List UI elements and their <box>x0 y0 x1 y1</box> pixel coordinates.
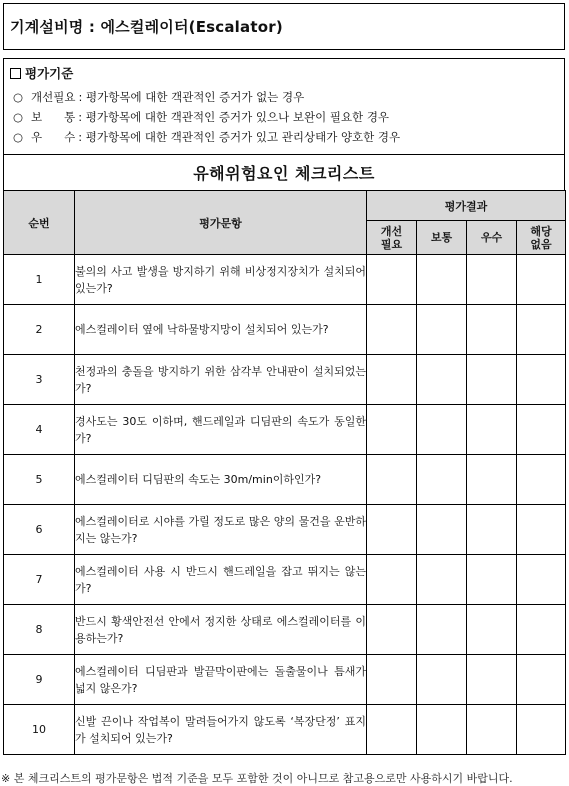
criteria-desc: : 평가항목에 대한 객관적인 증거가 있으나 보완이 필요한 경우 <box>78 110 390 124</box>
checkbox-square-icon <box>10 68 21 79</box>
header-not-applicable: 해당 없음 <box>517 221 566 255</box>
row-question: 천정과의 충돌을 방지하기 위한 삼각부 안내판이 설치되었는가? <box>75 355 367 405</box>
result-cell-needs-improvement[interactable] <box>367 455 417 505</box>
criteria-desc: : 평가항목에 대한 객관적인 증거가 없는 경우 <box>78 90 305 104</box>
result-cell-not-applicable[interactable] <box>517 455 566 505</box>
row-number: 7 <box>4 555 75 605</box>
table-row <box>4 605 566 655</box>
result-cell-needs-improvement[interactable] <box>367 655 417 705</box>
criteria-heading-text: 평가기준 <box>25 66 74 81</box>
result-cell-excellent[interactable] <box>467 655 517 705</box>
result-cell-needs-improvement[interactable] <box>367 705 417 755</box>
circle-bullet-icon: ○ <box>13 90 24 104</box>
checklist-page <box>3 3 565 755</box>
row-number: 9 <box>4 655 75 705</box>
row-number: 5 <box>4 455 75 505</box>
checklist-title: 유해위험요인 체크리스트 <box>3 154 565 190</box>
criteria-label: 보 통 <box>31 110 76 124</box>
result-cell-normal[interactable] <box>417 405 467 455</box>
criteria-item <box>10 107 558 127</box>
criteria-item <box>10 127 558 147</box>
row-question: 에스컬레이터 사용 시 반드시 핸드레일을 잡고 뛰지는 않는가? <box>75 555 367 605</box>
result-cell-normal[interactable] <box>417 555 467 605</box>
circle-bullet-icon: ○ <box>13 130 24 144</box>
result-cell-normal[interactable] <box>417 255 467 305</box>
result-cell-not-applicable[interactable] <box>517 305 566 355</box>
result-cell-not-applicable[interactable] <box>517 255 566 305</box>
result-cell-not-applicable[interactable] <box>517 605 566 655</box>
criteria-label: 개선필요 <box>31 90 76 104</box>
result-cell-needs-improvement[interactable] <box>367 405 417 455</box>
result-cell-excellent[interactable] <box>467 605 517 655</box>
result-cell-needs-improvement[interactable] <box>367 305 417 355</box>
result-cell-excellent[interactable] <box>467 255 517 305</box>
result-cell-not-applicable[interactable] <box>517 405 566 455</box>
criteria-label: 우 수 <box>31 130 76 144</box>
row-number: 8 <box>4 605 75 655</box>
result-cell-excellent[interactable] <box>467 405 517 455</box>
result-cell-excellent[interactable] <box>467 455 517 505</box>
footnote: ※ 본 체크리스트의 평가문항은 법적 기준을 모두 포함한 것이 아니므로 참고용으로만 사용하시기 바랍니다. <box>1 772 513 785</box>
criteria-list <box>10 87 558 147</box>
table-row <box>4 455 566 505</box>
row-question: 신발 끈이나 작업복이 말려들어가지 않도록 ‘복장단정’ 표지가 설치되어 있는가? <box>75 705 367 755</box>
result-cell-normal[interactable] <box>417 605 467 655</box>
result-cell-excellent[interactable] <box>467 305 517 355</box>
header-normal: 보통 <box>417 221 467 255</box>
result-cell-excellent[interactable] <box>467 555 517 605</box>
result-cell-normal[interactable] <box>417 355 467 405</box>
row-question: 에스컬레이터로 시야를 가릴 정도로 많은 양의 물건을 운반하지는 않는가? <box>75 505 367 555</box>
header-needs-improvement: 개선 필요 <box>367 221 417 255</box>
criteria-desc: : 평가항목에 대한 객관적인 증거가 있고 관리상태가 양호한 경우 <box>78 130 401 144</box>
result-cell-needs-improvement[interactable] <box>367 555 417 605</box>
row-question: 에스컬레이터 디딤판의 속도는 30m/min이하인가? <box>75 455 367 505</box>
table-row <box>4 305 566 355</box>
result-cell-needs-improvement[interactable] <box>367 355 417 405</box>
checklist-table <box>3 190 566 755</box>
criteria-item <box>10 87 558 107</box>
result-cell-normal[interactable] <box>417 455 467 505</box>
row-number: 2 <box>4 305 75 355</box>
table-row <box>4 355 566 405</box>
result-cell-not-applicable[interactable] <box>517 655 566 705</box>
row-question: 반드시 황색안전선 안에서 정지한 상태로 에스컬레이터를 이용하는가? <box>75 605 367 655</box>
result-cell-normal[interactable] <box>417 505 467 555</box>
page-title: 기계설비명 : 에스컬레이터(Escalator) <box>3 3 565 50</box>
table-row <box>4 655 566 705</box>
result-cell-needs-improvement[interactable] <box>367 505 417 555</box>
row-number: 10 <box>4 705 75 755</box>
header-excellent: 우수 <box>467 221 517 255</box>
row-question: 경사도는 30도 이하며, 핸드레일과 디딤판의 속도가 동일한가? <box>75 405 367 455</box>
result-cell-not-applicable[interactable] <box>517 555 566 605</box>
header-no: 순번 <box>4 191 75 255</box>
result-cell-excellent[interactable] <box>467 355 517 405</box>
result-cell-excellent[interactable] <box>467 505 517 555</box>
criteria-section <box>3 58 565 154</box>
result-cell-needs-improvement[interactable] <box>367 605 417 655</box>
row-question: 불의의 사고 발생을 방지하기 위해 비상정지장치가 설치되어 있는가? <box>75 255 367 305</box>
result-cell-not-applicable[interactable] <box>517 705 566 755</box>
header-result: 평가결과 <box>367 191 566 221</box>
result-cell-excellent[interactable] <box>467 705 517 755</box>
result-cell-normal[interactable] <box>417 705 467 755</box>
result-cell-not-applicable[interactable] <box>517 355 566 405</box>
table-row <box>4 405 566 455</box>
table-row <box>4 505 566 555</box>
table-row <box>4 255 566 305</box>
row-number: 6 <box>4 505 75 555</box>
table-row <box>4 555 566 605</box>
result-cell-not-applicable[interactable] <box>517 505 566 555</box>
table-row <box>4 705 566 755</box>
header-item: 평가문항 <box>75 191 367 255</box>
circle-bullet-icon: ○ <box>13 110 24 124</box>
result-cell-normal[interactable] <box>417 655 467 705</box>
row-question: 에스컬레이터 옆에 낙하물방지망이 설치되어 있는가? <box>75 305 367 355</box>
row-number: 4 <box>4 405 75 455</box>
row-number: 1 <box>4 255 75 305</box>
row-number: 3 <box>4 355 75 405</box>
row-question: 에스컬레이터 디딤판과 발끝막이판에는 돌출물이나 틈새가 넓지 않은가? <box>75 655 367 705</box>
result-cell-normal[interactable] <box>417 305 467 355</box>
criteria-heading <box>10 64 558 82</box>
result-cell-needs-improvement[interactable] <box>367 255 417 305</box>
table-header-row <box>4 191 566 221</box>
